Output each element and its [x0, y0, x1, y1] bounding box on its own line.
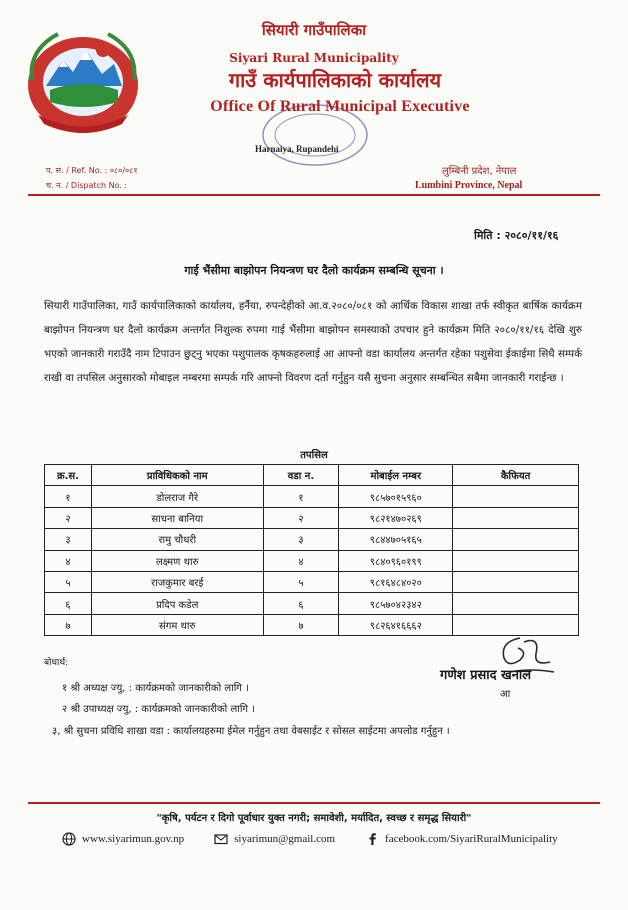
cell-name: साधना बानिया	[91, 507, 263, 528]
cell-ward: ५	[263, 571, 339, 592]
signatory-name: गणेश प्रसाद खनाल	[440, 668, 532, 683]
cell-remarks	[453, 571, 579, 592]
table-row	[45, 486, 579, 507]
cell-remarks	[453, 507, 579, 528]
cell-ward: ४	[263, 550, 339, 571]
footer-slogan: "कृषि, पर्यटन र दिगो पूर्वाधार युक्त नगरी; समावेशी, मर्यादित, स्वच्छ र समृद्ध सियारी"	[156, 813, 472, 824]
municipality-name-en: Siyari Rural Municipality	[229, 51, 399, 65]
technician-table	[44, 464, 579, 636]
cell-mobile: ९८२६४१६६६२	[339, 614, 453, 635]
col-header-remarks: कैफियत	[453, 465, 579, 486]
ref-number: प. सं. / Ref. No. : ०८०/०८१	[46, 166, 138, 175]
dispatch-number: च. न. / Dispatch No. :	[46, 181, 128, 190]
col-header-mobile: मोबाईल नम्बर	[339, 465, 453, 486]
table-title: तपसिल	[300, 450, 328, 461]
footer-email-link[interactable]: siyarimun@gmail.com	[234, 833, 336, 845]
province-en: Lumbini Province, Nepal	[415, 180, 523, 191]
cell-sn: ५	[45, 571, 92, 592]
footer-website-link[interactable]: www.siyarimun.gov.np	[82, 833, 185, 845]
cell-remarks	[453, 593, 579, 614]
cell-ward: २	[263, 507, 339, 528]
col-header-ward: वडा न.	[263, 465, 339, 486]
cell-remarks	[453, 550, 579, 571]
cell-name: प्रदिप कडेल	[91, 593, 263, 614]
cell-sn: १	[45, 486, 92, 507]
footer-divider	[28, 802, 600, 804]
cc-label: बोधार्थ:	[44, 658, 69, 668]
cc-item: १ श्री अध्यक्ष ज्यु, : कार्यक्रमको जानकारीको लागि ।	[62, 683, 249, 694]
cell-sn: २	[45, 507, 92, 528]
letter-subject: गाई भैंसीमा बाझोपन नियन्त्रण घर दैलो कार्यक्रम सम्बन्धि सूचना ।	[184, 264, 444, 277]
cell-ward: ३	[263, 529, 339, 550]
table-row	[45, 593, 579, 614]
cell-sn: ६	[45, 593, 92, 614]
cell-remarks	[453, 486, 579, 507]
cc-item: २ श्री उपाध्यक्ष ज्यु, : कार्यक्रमको जानकारीको लागि ।	[62, 704, 256, 715]
cell-mobile: ९८५७०१५९६०	[339, 486, 453, 507]
footer-contacts	[62, 832, 558, 846]
cell-mobile: ९८४४७०५१६५	[339, 529, 453, 550]
municipality-name-np: सियारी गाउँपालिका	[261, 21, 367, 39]
cell-name: लक्ष्मण थारु	[91, 550, 263, 571]
footer-facebook-link[interactable]: facebook.com/SiyariRuralMunicipality	[385, 833, 558, 845]
cell-mobile: ९८४०९६०१९९	[339, 550, 453, 571]
cell-mobile: ९८१६४८४०२०	[339, 571, 453, 592]
facebook-icon	[365, 832, 379, 846]
table-row	[45, 571, 579, 592]
cell-ward: १	[263, 486, 339, 507]
table-row	[45, 507, 579, 528]
cell-ward: ७	[263, 614, 339, 635]
letter-body: सियारी गाउँपालिका, गाउँ कार्यपालिकाको कार्यालय, हर्नैया, रुपन्देहीको आ.व.२०८०/०८१ को आर्थिक विकास शाखा तर्फ स्वीकृत बार्षिक कार्यक्रम बाझोपन नियन्त्रण घर दैलो कार्यक्रम अन्तर्गत निशुल्क रुपमा गाई भैंसीमा बाझोपन समस्याको उपचार हुने कार्यक्रम मिति २०८०/११/१६ देखि शुरु भएको जानकारी गराउँदै नाम टिपाउन छुट्नु भएका पशुपालक कृषकहरुलाई आ आफ्नो वडा कार्यालय अन्तर्गत रहेका पशुसेवा ईकाईमा सिधै सम्पर्क राखी वा तपसिल अनुसारको मोबाइल नम्बरमा सम्पर्क गरि आफ्नो विवरण दर्ता गर्नुहुन यसै सुचना अनुसार सम्बन्धित सबैमा जानकारी गराईन्छ ।	[44, 300, 582, 384]
office-address: Harnaiya, Rupandehi	[255, 144, 339, 154]
office-name-en: Office Of Rural Municipal Executive	[210, 98, 470, 115]
cell-ward: ६	[263, 593, 339, 614]
cell-sn: ३	[45, 529, 92, 550]
cell-mobile: ९८५७०४२३४२	[339, 593, 453, 614]
cell-name: संगम थारु	[91, 614, 263, 635]
cell-name: डोलराज गैरे	[91, 486, 263, 507]
col-header-sn: क्र.स.	[45, 465, 92, 486]
signatory-title: आ	[500, 689, 511, 700]
cell-remarks	[453, 529, 579, 550]
envelope-icon	[214, 832, 228, 846]
table-row	[45, 529, 579, 550]
globe-icon	[62, 832, 76, 846]
cc-item: ३, श्री सुचना प्रविधि शाखा वडा : कार्यालयहरुमा ईमेल गर्नुहुन तथा वेबसाईट र सोसल साईटमा अपलोड गर्नुहुन ।	[52, 726, 450, 737]
letter-date: मिति : २०८०/११/१६	[474, 229, 559, 242]
cell-sn: ७	[45, 614, 92, 635]
office-name-np: गाउँ कार्यपालिकाको कार्यालय	[228, 68, 442, 92]
cell-sn: ४	[45, 550, 92, 571]
province-np: लुम्बिनी प्रदेश, नेपाल	[442, 166, 517, 177]
header-divider	[28, 194, 600, 196]
col-header-name: प्राविधिकको नाम	[91, 465, 263, 486]
cell-mobile: ९८२१४७०२६९	[339, 507, 453, 528]
cell-name: रामु चौधरी	[91, 529, 263, 550]
table-row	[45, 550, 579, 571]
table-header-row	[45, 465, 579, 486]
cell-name: राजकुमार बरई	[91, 571, 263, 592]
